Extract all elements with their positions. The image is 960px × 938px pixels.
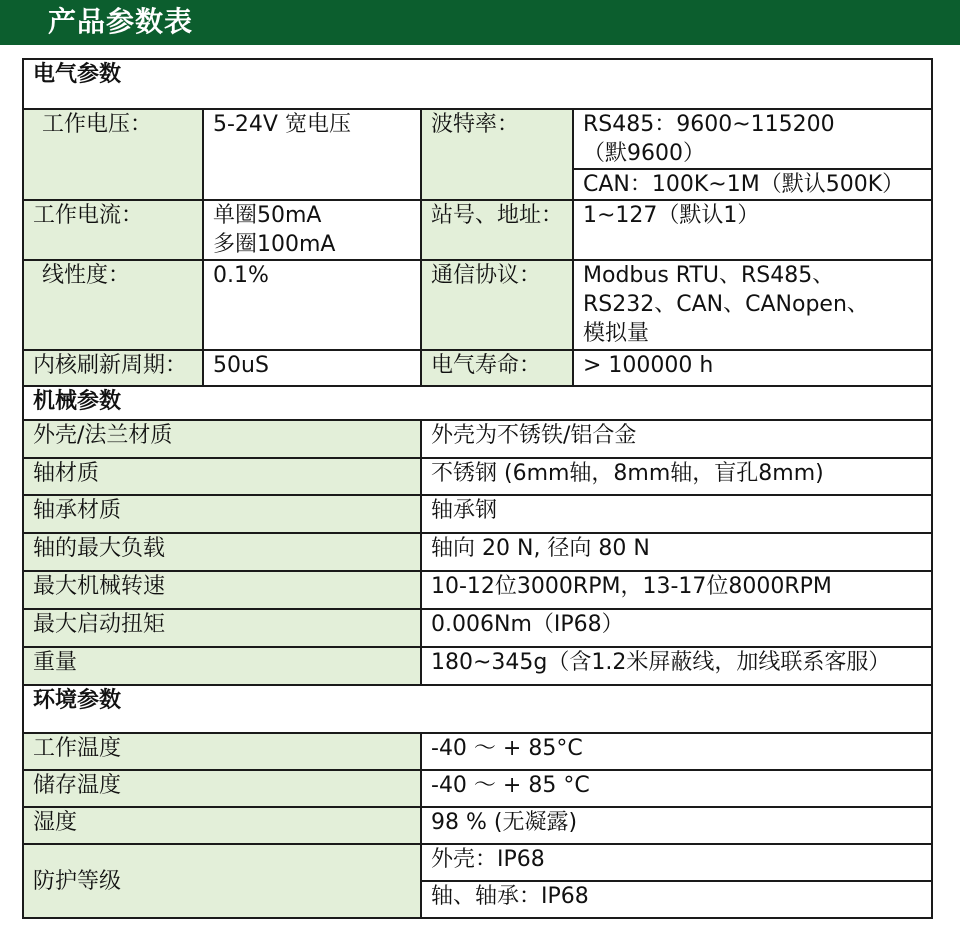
mechanical-value: 不锈钢 (6mm轴，8mm轴，盲孔8mm): [421, 458, 932, 495]
table-row: [23, 495, 932, 533]
spec-table: [22, 58, 933, 919]
baud-label: 波特率：: [421, 109, 573, 200]
protocol-value-line: 模拟量: [583, 321, 650, 346]
mechanical-label: 重量: [23, 647, 421, 685]
protection-value-housing: 外壳：IP68: [421, 844, 932, 881]
electrical-section-row: [23, 59, 932, 109]
current-value-line: 多圈100mA: [213, 232, 336, 257]
mechanical-value: 180~345g（含1.2米屏蔽线，加线联系客服）: [421, 647, 932, 685]
table-row: [23, 533, 932, 571]
mechanical-heading: 机械参数: [23, 386, 932, 420]
mechanical-label: 轴材质: [23, 458, 421, 495]
mechanical-label: 最大启动扭矩: [23, 609, 421, 647]
baud-value-line: （默9600）: [583, 141, 705, 166]
current-label: 工作电流：: [23, 200, 203, 260]
mechanical-value: 轴承钢: [421, 495, 932, 533]
mechanical-value: 外壳为不锈铁/铝合金: [421, 420, 932, 458]
table-row: [23, 733, 932, 770]
table-row: [23, 844, 932, 881]
environment-value: -40 ～ + 85°C: [421, 733, 932, 770]
mechanical-label: 轴的最大负载: [23, 533, 421, 571]
mechanical-section-row: [23, 386, 932, 420]
mechanical-value: 0.006Nm（IP68）: [421, 609, 932, 647]
current-value-line: 单圈50mA: [213, 203, 322, 228]
table-row: [23, 458, 932, 495]
page-title: 产品参数表: [48, 5, 194, 38]
mechanical-label: 外壳/法兰材质: [23, 420, 421, 458]
electrical-heading: 电气参数: [23, 59, 932, 109]
environment-value: -40 ～ + 85 °C: [421, 770, 932, 807]
mechanical-value: 轴向 20 N, 径向 80 N: [421, 533, 932, 571]
voltage-label: 工作电压：: [23, 109, 203, 200]
mechanical-label: 轴承材质: [23, 495, 421, 533]
environment-value: 98 % (无凝露): [421, 807, 932, 844]
baud-value-can: CAN：100K~1M（默认500K）: [573, 169, 932, 200]
table-row: [23, 350, 932, 386]
protocol-value-line: RS232、CAN、CANopen、: [583, 292, 869, 317]
table-row: [23, 770, 932, 807]
station-label: 站号、地址：: [421, 200, 573, 260]
linearity-value: 0.1%: [203, 260, 421, 350]
table-row: [23, 420, 932, 458]
life-label: 电气寿命：: [421, 350, 573, 386]
environment-section-row: [23, 685, 932, 733]
current-value: [203, 200, 421, 260]
environment-label: 工作温度: [23, 733, 421, 770]
refresh-value: 50uS: [203, 350, 421, 386]
table-row: [23, 109, 932, 169]
environment-label: 湿度: [23, 807, 421, 844]
table-row: [23, 200, 932, 260]
protocol-label: 通信协议：: [421, 260, 573, 350]
baud-value-rs485: [573, 109, 932, 169]
table-row: [23, 609, 932, 647]
protection-value-shaft: 轴、轴承：IP68: [421, 881, 932, 918]
protocol-value: [573, 260, 932, 350]
refresh-label: 内核刷新周期：: [23, 350, 203, 386]
station-value: 1~127（默认1）: [573, 200, 932, 260]
environment-heading: 环境参数: [23, 685, 932, 733]
table-row: [23, 807, 932, 844]
baud-value-line: RS485：9600~115200: [583, 112, 835, 137]
life-value: > 100000 h: [573, 350, 932, 386]
protocol-value-line: Modbus RTU、RS485、: [583, 263, 835, 288]
table-row: [23, 260, 932, 350]
environment-label: 储存温度: [23, 770, 421, 807]
title-bar: [0, 0, 960, 45]
mechanical-value: 10-12位3000RPM，13-17位8000RPM: [421, 571, 932, 609]
voltage-value: 5-24V 宽电压: [203, 109, 421, 200]
protection-label: 防护等级: [23, 844, 421, 918]
mechanical-label: 最大机械转速: [23, 571, 421, 609]
table-row: [23, 647, 932, 685]
linearity-label: 线性度：: [23, 260, 203, 350]
table-row: [23, 571, 932, 609]
